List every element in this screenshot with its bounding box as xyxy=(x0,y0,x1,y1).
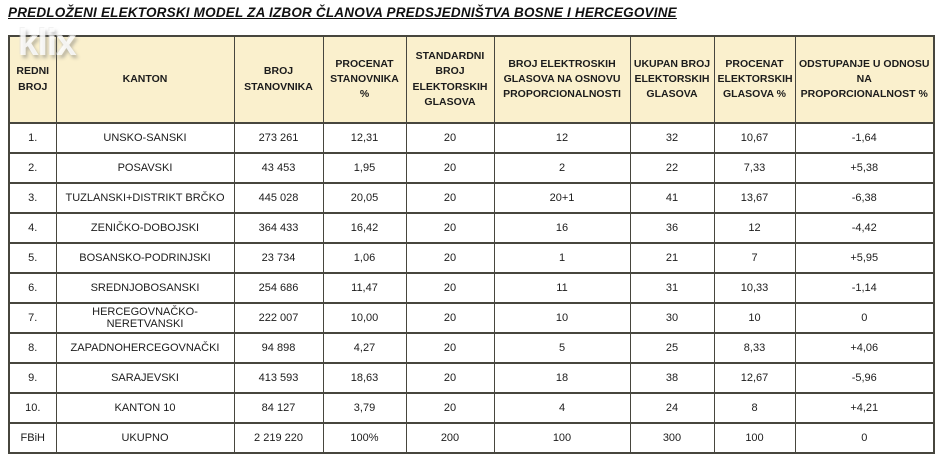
table-row xyxy=(9,393,934,423)
klix-watermark-logo: klix xyxy=(18,22,76,63)
table-cell: 30 xyxy=(630,303,714,333)
table-cell: +5,95 xyxy=(795,243,934,273)
table-cell: 36 xyxy=(630,213,714,243)
table-cell: SARAJEVSKI xyxy=(56,363,234,393)
table-cell: 16,42 xyxy=(323,213,406,243)
table-row xyxy=(9,243,934,273)
table-cell: 20,05 xyxy=(323,183,406,213)
table-cell: 6. xyxy=(9,273,56,303)
table-cell: 200 xyxy=(406,423,494,453)
table-cell: -1,64 xyxy=(795,123,934,153)
table-cell: 1. xyxy=(9,123,56,153)
electoral-model-table xyxy=(8,35,935,454)
table-cell: TUZLANSKI+DISTRIKT BRČKO xyxy=(56,183,234,213)
column-header: ODSTUPANJE U ODNOSU NA PROPORCIONALNOST % xyxy=(795,36,934,123)
table-cell: -1,14 xyxy=(795,273,934,303)
table-cell: 0 xyxy=(795,303,934,333)
table-cell: 20 xyxy=(406,393,494,423)
table-cell: 3. xyxy=(9,183,56,213)
table-cell: 8 xyxy=(714,393,795,423)
table-cell: 25 xyxy=(630,333,714,363)
table-cell: 364 433 xyxy=(234,213,323,243)
table-cell: UNSKO-SANSKI xyxy=(56,123,234,153)
table-cell: 24 xyxy=(630,393,714,423)
table-cell: 0 xyxy=(795,423,934,453)
table-cell: 20 xyxy=(406,363,494,393)
table-cell: 22 xyxy=(630,153,714,183)
table-cell: 11 xyxy=(494,273,630,303)
table-cell: 100 xyxy=(494,423,630,453)
table-row xyxy=(9,183,934,213)
table-row xyxy=(9,333,934,363)
table-cell: 10,33 xyxy=(714,273,795,303)
table-cell: 12,67 xyxy=(714,363,795,393)
table-cell: 23 734 xyxy=(234,243,323,273)
table-cell: 10 xyxy=(494,303,630,333)
table-cell: 31 xyxy=(630,273,714,303)
table-body xyxy=(9,123,934,453)
table-cell: 4 xyxy=(494,393,630,423)
table-cell: 20 xyxy=(406,213,494,243)
table-cell: 7,33 xyxy=(714,153,795,183)
table-cell: 12,31 xyxy=(323,123,406,153)
table-cell: 43 453 xyxy=(234,153,323,183)
table-cell: UKUPNO xyxy=(56,423,234,453)
table-cell: 100 xyxy=(714,423,795,453)
table-header-row xyxy=(9,36,934,123)
table-cell: 12 xyxy=(714,213,795,243)
table-cell: 254 686 xyxy=(234,273,323,303)
table-cell: 18,63 xyxy=(323,363,406,393)
page-title: PREDLOŽENI ELEKTORSKI MODEL ZA IZBOR ČLANOVA PREDSJEDNIŠTVA BOSNE I HERCEGOVINE xyxy=(8,5,677,20)
table-cell: 38 xyxy=(630,363,714,393)
table-cell: BOSANSKO-PODRINJSKI xyxy=(56,243,234,273)
table-cell: +5,38 xyxy=(795,153,934,183)
table-cell: 21 xyxy=(630,243,714,273)
table-cell: 2 219 220 xyxy=(234,423,323,453)
table-cell: 10. xyxy=(9,393,56,423)
table-cell: 222 007 xyxy=(234,303,323,333)
table-cell: 10,00 xyxy=(323,303,406,333)
table-cell: 20 xyxy=(406,333,494,363)
table-cell: 300 xyxy=(630,423,714,453)
column-header: PROCENAT STANOVNIKA % xyxy=(323,36,406,123)
table-row xyxy=(9,123,934,153)
column-header: KANTON xyxy=(56,36,234,123)
table-cell: 20 xyxy=(406,243,494,273)
table-cell: 2 xyxy=(494,153,630,183)
column-header: BROJ STANOVNIKA xyxy=(234,36,323,123)
table-cell: ZENIČKO-DOBOJSKI xyxy=(56,213,234,243)
table-cell: 10,67 xyxy=(714,123,795,153)
table-cell: 8. xyxy=(9,333,56,363)
table-row xyxy=(9,213,934,243)
table-cell: 20 xyxy=(406,123,494,153)
table-cell: 445 028 xyxy=(234,183,323,213)
table-cell: ZAPADNOHERCEGOVNAČKI xyxy=(56,333,234,363)
table-cell: SREDNJOBOSANSKI xyxy=(56,273,234,303)
table-cell: HERCEGOVNAČKO-NERETVANSKI xyxy=(56,303,234,333)
table-row xyxy=(9,363,934,393)
column-header: STANDARDNI BROJ ELEKTORSKIH GLASOVA xyxy=(406,36,494,123)
table-cell: 4. xyxy=(9,213,56,243)
table-cell: 7. xyxy=(9,303,56,333)
table-cell: POSAVSKI xyxy=(56,153,234,183)
table-cell: 20+1 xyxy=(494,183,630,213)
table-cell: 1,06 xyxy=(323,243,406,273)
table-row xyxy=(9,273,934,303)
table-cell: 16 xyxy=(494,213,630,243)
table-cell: +4,21 xyxy=(795,393,934,423)
table-cell: -4,42 xyxy=(795,213,934,243)
table-cell: 5. xyxy=(9,243,56,273)
table-cell: 32 xyxy=(630,123,714,153)
table-cell: 41 xyxy=(630,183,714,213)
table-row xyxy=(9,303,934,333)
table-cell: +4,06 xyxy=(795,333,934,363)
column-header: PROCENAT ELEKTORSKIH GLASOVA % xyxy=(714,36,795,123)
table-cell: 11,47 xyxy=(323,273,406,303)
table-cell: 5 xyxy=(494,333,630,363)
table-cell: 1 xyxy=(494,243,630,273)
table-cell: 413 593 xyxy=(234,363,323,393)
table-cell: 7 xyxy=(714,243,795,273)
table-cell: 18 xyxy=(494,363,630,393)
table-cell: 2. xyxy=(9,153,56,183)
table-cell: KANTON 10 xyxy=(56,393,234,423)
table-cell: 20 xyxy=(406,303,494,333)
column-header: BROJ ELEKTROSKIH GLASOVA NA OSNOVU PROPORCIONALNOSTI xyxy=(494,36,630,123)
table-cell: 20 xyxy=(406,153,494,183)
table-row xyxy=(9,423,934,453)
table-cell: 10 xyxy=(714,303,795,333)
table-cell: 273 261 xyxy=(234,123,323,153)
table-cell: 4,27 xyxy=(323,333,406,363)
table-cell: 3,79 xyxy=(323,393,406,423)
table-cell: 84 127 xyxy=(234,393,323,423)
table-cell: -5,96 xyxy=(795,363,934,393)
table-cell: 94 898 xyxy=(234,333,323,363)
table-cell: 20 xyxy=(406,273,494,303)
table-cell: 1,95 xyxy=(323,153,406,183)
table-cell: FBiH xyxy=(9,423,56,453)
table-cell: 9. xyxy=(9,363,56,393)
table-cell: 8,33 xyxy=(714,333,795,363)
table-cell: 20 xyxy=(406,183,494,213)
table-row xyxy=(9,153,934,183)
column-header: UKUPAN BROJ ELEKTORSKIH GLASOVA xyxy=(630,36,714,123)
table-cell: 100% xyxy=(323,423,406,453)
table-cell: -6,38 xyxy=(795,183,934,213)
column-header: REDNI BROJ xyxy=(9,36,56,123)
table-cell: 13,67 xyxy=(714,183,795,213)
table-cell: 12 xyxy=(494,123,630,153)
